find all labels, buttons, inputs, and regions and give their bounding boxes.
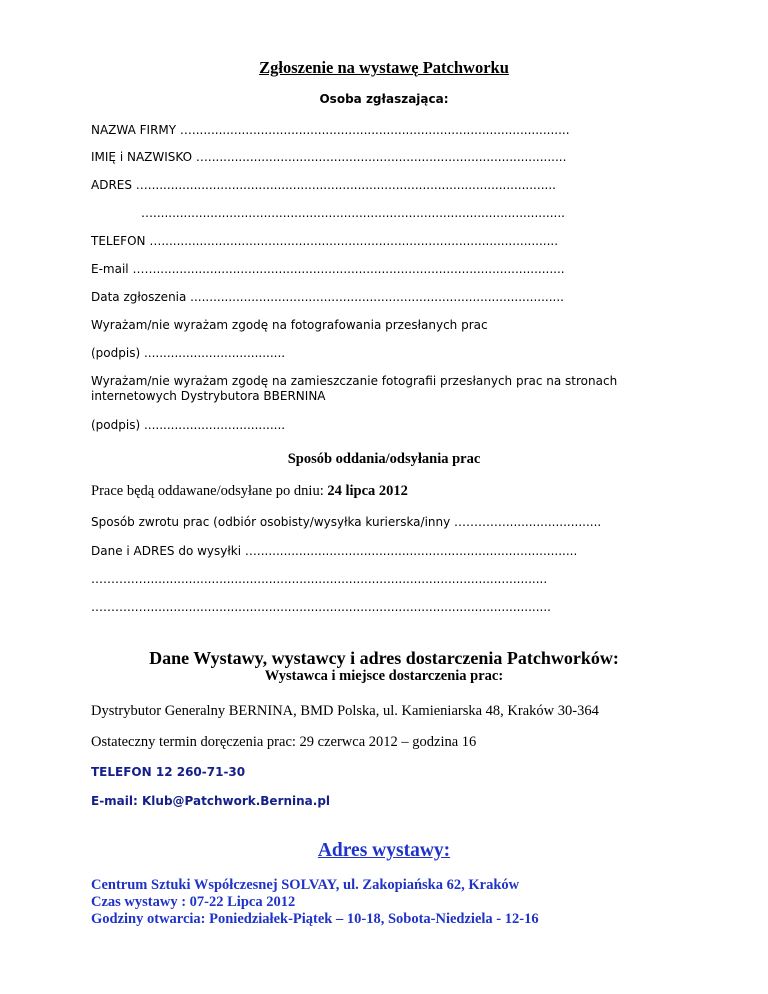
signature-line-2: (podpis) ..................................... xyxy=(91,418,286,432)
submission-date-field: Data zgłoszenia .................................................................................................. xyxy=(91,290,564,304)
shipping-address-field: Dane i ADRES do wysyłki ….................................................................................... xyxy=(91,544,578,558)
return-after-date-value: 24 lipca 2012 xyxy=(327,483,408,499)
photo-consent-text: Wyrażam/nie wyrażam zgodę na fotografowania przesłanych prac xyxy=(91,318,488,332)
delivery-heading: Sposób oddania/odsyłania prac xyxy=(287,451,481,467)
web-consent-line-2: internetowych Dystrybutora BBERNINA xyxy=(91,389,326,403)
opening-hours: Godziny otwarcia: Poniedziałek-Piątek – 10-18, Sobota-Niedziela - 12-16 xyxy=(91,911,539,927)
delivery-deadline: Ostateczny termin doręczenia prac: 29 czerwca 2012 – godzina 16 xyxy=(91,734,477,750)
return-after-date-label: Prace będą oddawane/odsyłane po dniu: xyxy=(91,483,328,499)
contact-phone: TELEFON 12 260-71-30 xyxy=(91,765,246,779)
exhibition-dates: Czas wystawy : 07-22 Lipca 2012 xyxy=(91,894,296,910)
contact-email: E-mail: Klub@Patchwork.Bernina.pl xyxy=(91,794,331,808)
phone-field: TELEFON …........................................................................................................ xyxy=(91,234,559,248)
return-method-field: Sposób zwrotu prac (odbiór osobisty/wysyłka kurierska/inny ……….…......................... xyxy=(91,515,602,529)
distributor-address: Dystrybutor Generalny BERNINA, BMD Polska, ul. Kamieniarska 48, Kraków 30-364 xyxy=(91,703,599,719)
exhibitor-subheading: Wystawca i miejsce dostarczenia prac: xyxy=(264,668,504,684)
exhibition-address-heading: Adres wystawy: xyxy=(317,840,451,861)
form-title: Zgłoszenie na wystawę Patchworku xyxy=(259,58,509,77)
exhibition-heading: Dane Wystawy, wystawcy i adres dostarczenia Patchworków: xyxy=(149,648,619,668)
email-field: E-mail ……........................................................................................................... xyxy=(91,262,565,276)
return-after-date xyxy=(91,483,408,500)
full-name-field: IMIĘ i NAZWISKO ….............................................................................................. xyxy=(91,150,567,164)
company-name-field: NAZWA FIRMY …................................................................................................... xyxy=(91,123,570,137)
form-subtitle: Osoba zgłaszająca: xyxy=(319,92,449,106)
address-continuation-field: …............................................................................................................ xyxy=(141,206,565,220)
address-field: ADRES …........................................................................................................... xyxy=(91,178,556,192)
signature-line-1: (podpis) ..................................... xyxy=(91,346,286,360)
shipping-line-2: ………..….......................................................................................................... xyxy=(91,600,551,614)
shipping-line-1: ………..…......................................................................................................... xyxy=(91,572,548,586)
venue-line: Centrum Sztuki Współczesnej SOLVAY, ul. Zakopiańska 62, Kraków xyxy=(91,877,520,893)
web-consent-line-1: Wyrażam/nie wyrażam zgodę na zamieszczanie fotografii przesłanych prac na stronach xyxy=(91,374,618,388)
